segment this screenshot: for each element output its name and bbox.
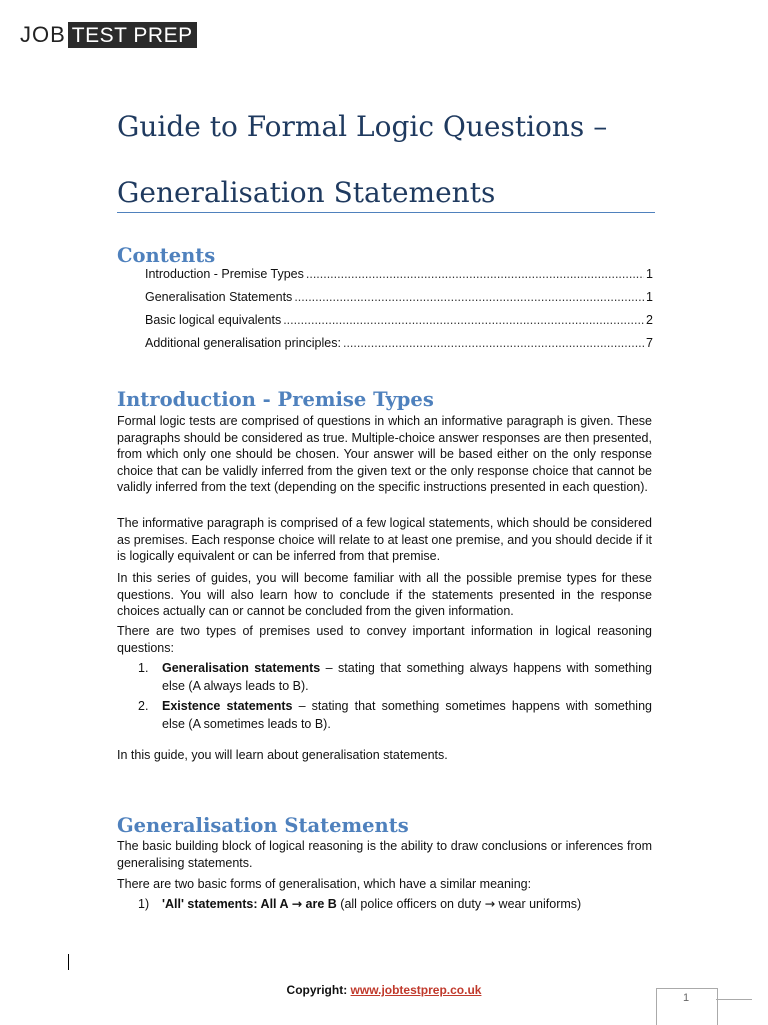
intro-paragraph-3: In this series of guides, you will become familiar with all the possible premise types for these questions. You will also learn how to conclude if the statements presented in the response choices actually can or cannot be concluded from the given information. [117,571,652,618]
list-item-text: – stating that something always happens with something else (A always leads to B). [162,661,653,693]
toc-leader [343,336,644,350]
statement-are-b: are B [302,897,337,911]
table-of-contents [145,267,653,359]
statement-example-start: (all police officers on duty [336,897,485,911]
generalisation-paragraph-1: The basic building block of logical reasoning is the ability to draw conclusions or inferences from generalising statements. [117,839,652,870]
list-item [138,659,652,695]
generalisation-paragraph-2: There are two basic forms of generalisation, which have a similar meaning: [117,877,532,891]
contents-heading: Contents [117,244,216,267]
page-number-rule [716,999,752,1000]
text-cursor [68,954,69,970]
list-item-term: Generalisation statements [162,661,321,675]
toc-entry-label: Generalisation Statements [145,290,293,304]
intro-paragraph-5: In this guide, you will learn about generalisation statements. [117,748,448,762]
list-item-number: 2. [138,699,149,713]
toc-entry-label: Additional generalisation principles: [145,336,341,350]
document-title-line1: Guide to Formal Logic Questions – [117,110,608,143]
copyright-link[interactable]: www.jobtestprep.co.uk [350,983,482,997]
arrow-right-icon: → [291,896,303,911]
list-item-number: 1. [138,661,149,675]
toc-leader [306,267,644,281]
toc-entry[interactable] [145,336,653,359]
toc-entry-label: Introduction - Premise Types [145,267,304,281]
generalisation-heading: Generalisation Statements [117,814,409,837]
logo-testprep-text: TEST PREP [68,22,197,48]
company-logo [20,22,197,48]
toc-entry[interactable] [145,290,653,313]
toc-entry-page: 1 [646,267,653,281]
generalisation-forms-list [138,895,652,915]
intro-paragraph-2: The informative paragraph is comprised of a few logical statements, which should be considered as premises. Each response choice will relate to at least one premise, and you should decide if it is logically equivalent or can be inferred from that premise. [117,516,652,563]
toc-entry[interactable] [145,267,653,290]
statement-all-a: 'All' statements: All A [162,897,292,911]
footer-copyright [0,983,768,997]
toc-leader [283,313,644,327]
intro-paragraph-4: There are two types of premises used to convey important information in logical reasoning questions: [117,624,652,655]
list-item [138,697,652,733]
arrow-right-icon: → [484,896,496,911]
list-item-text: – stating that something sometimes happens with something else (A sometimes leads to B). [162,699,652,731]
toc-entry-page: 7 [646,336,653,350]
intro-heading: Introduction - Premise Types [117,388,434,411]
title-underline [117,212,655,213]
toc-leader [294,290,644,304]
toc-entry-page: 1 [646,290,653,304]
list-item-term: Existence statements [162,699,293,713]
copyright-label: Copyright: [286,983,351,997]
list-item-number: 1) [138,897,150,911]
page-number: 1 [682,992,690,1004]
toc-entry-label: Basic logical equivalents [145,313,282,327]
toc-entry[interactable] [145,313,653,336]
intro-paragraph-1: Formal logic tests are comprised of questions in which an informative paragraph is given. These paragraphs should be considered as true. Multiple-choice answer responses are then presented, from which only one should be chosen. Your answer will be based either on the only response choice that can be validly inferred from the given text or the only response choice that cannot be validly inferred from the text (depending on the specific instructions presented in each question). [117,414,652,494]
statement-example-end: wear uniforms) [495,897,582,911]
premise-types-list [138,659,652,735]
logo-job-text: JOB [20,22,66,47]
document-title-line2: Generalisation Statements [117,176,496,209]
toc-entry-page: 2 [646,313,653,327]
list-item [138,895,652,913]
